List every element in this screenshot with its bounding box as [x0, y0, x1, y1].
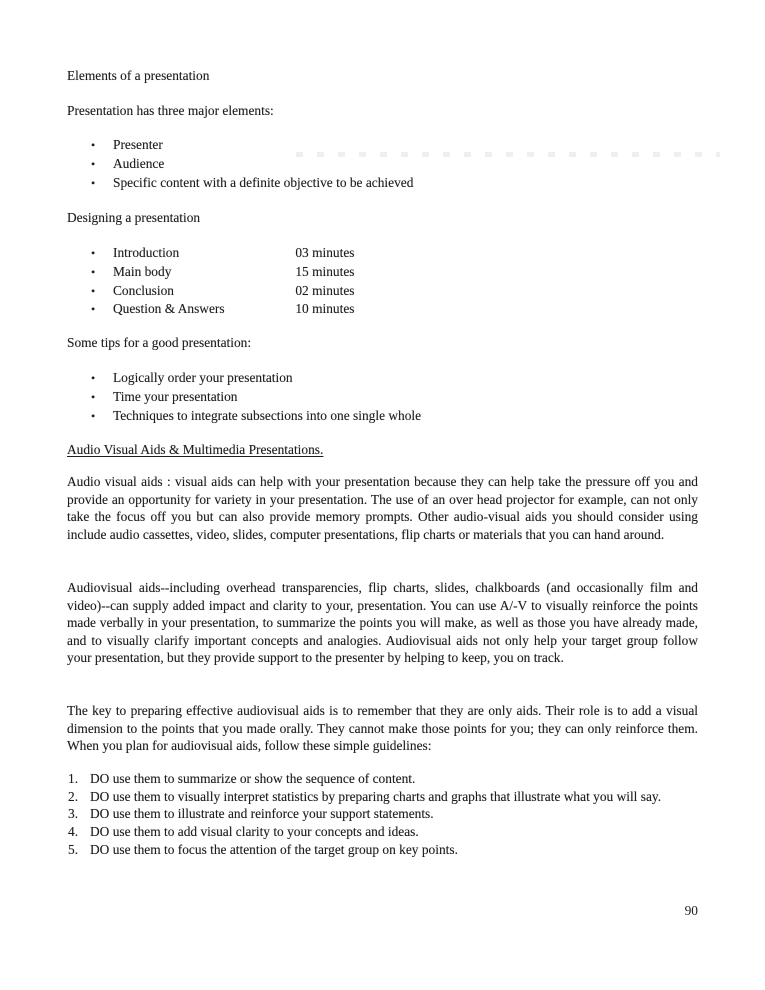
guideline-text: DO use them to add visual clarity to your concepts and ideas. [90, 824, 419, 840]
timing-label: Question & Answers [113, 301, 225, 317]
guideline-text: DO use them to summarize or show the sequence of content. [90, 771, 416, 786]
heading-tips: Some tips for a good presentation: [67, 335, 252, 350]
bullet-icon: • [91, 264, 96, 279]
list-item [67, 388, 698, 407]
guideline-text: DO use them to focus the attention of the target group on key points. [90, 841, 458, 857]
guideline-item [67, 770, 698, 788]
guidelines-numbered-list [67, 770, 698, 859]
guideline-item [67, 823, 698, 841]
list-item [67, 369, 698, 388]
timing-label: Conclusion [113, 282, 175, 298]
timing-value: 10 minutes [295, 301, 355, 317]
section-heading-audio-visual-aids: Audio Visual Aids & Multimedia Presentations. [67, 442, 324, 457]
list-item-label: Presenter [113, 137, 163, 152]
timing-row [67, 300, 698, 319]
bullet-icon: • [91, 283, 96, 298]
page-number: 90 [684, 903, 698, 918]
guideline-text: DO use them to illustrate and reinforce your support statements. [90, 806, 434, 822]
timing-value: 02 minutes [295, 282, 355, 298]
guideline-number: 2. [68, 788, 79, 804]
intro-three-elements: Presentation has three major elements: [67, 103, 274, 118]
timing-value: 03 minutes [295, 245, 355, 260]
list-item-label: Logically order your presentation [113, 370, 293, 385]
timing-row [67, 263, 698, 282]
guideline-item [67, 841, 698, 859]
timing-bullet-list [67, 244, 698, 319]
paragraph-audiovisual-impact: Audiovisual aids--including overhead transparencies, flip charts, slides, chalkboards (and occasionally film and video)--can supply added impact and clarity to your, presentation. You can use A/-V to visually reinforce the points made verbally in your presentation, to summarize the points you will make, as well as those you have already made, and to visually clarify important concepts and analogies. Audiovisual aids not only help your target group follow your presentation, but they provide support to the presenter by helping to keep, you on track. [67, 580, 698, 666]
bullet-icon: • [91, 389, 96, 404]
guideline-number: 1. [68, 771, 79, 786]
list-item-label: Audience [113, 155, 165, 171]
list-item [67, 174, 698, 193]
paragraph-audio-visual-aids: Audio visual aids : visual aids can help with your presentation because they can help take the pressure off you and provide an opportunity for variety in your presentation. The use of an over head projector for example, can not only take the focus off you but can also provide memory prompts. Other audio-visual aids you should consider using include audio cassettes, video, slides, computer presentations, flip charts or materials that you can hand around. [67, 474, 698, 542]
paragraph-key-to-preparing: The key to preparing effective audiovisual aids is to remember that they are only aids. Their role is to add a visual dimension to the points that you made orally. They cannot make those points for you; they can only reinforce them. When you plan for audiovisual aids, follow these simple guidelines: [67, 703, 698, 754]
timing-label: Main body [113, 263, 172, 279]
list-item [67, 136, 698, 155]
list-item [67, 407, 698, 426]
list-item-label: Time your presentation [113, 388, 238, 404]
bullet-icon: • [91, 302, 96, 317]
tips-bullet-list [67, 369, 698, 425]
heading-designing-presentation: Designing a presentation [67, 210, 201, 225]
timing-label: Introduction [113, 245, 180, 260]
list-item-label: Specific content with a definite objective to be achieved [113, 174, 414, 190]
bullet-icon: • [91, 246, 96, 260]
heading-elements-of-presentation: Elements of a presentation [67, 68, 210, 83]
guideline-number: 4. [68, 824, 79, 840]
elements-bullet-list [67, 136, 698, 192]
timing-row [67, 282, 698, 301]
list-item [67, 155, 698, 174]
guideline-item [67, 788, 698, 806]
timing-value: 15 minutes [295, 263, 355, 279]
guideline-item [67, 805, 698, 823]
bullet-icon: • [91, 138, 96, 152]
bullet-icon: • [91, 371, 96, 385]
guideline-text: DO use them to visually interpret statistics by preparing charts and graphs that illustrate what you will say. [90, 788, 662, 804]
guideline-number: 3. [68, 806, 79, 822]
bullet-icon: • [91, 175, 96, 190]
timing-row [67, 244, 698, 263]
list-item-label: Techniques to integrate subsections into one single whole [113, 407, 422, 423]
bullet-icon: • [91, 408, 96, 423]
bullet-icon: • [91, 156, 96, 171]
guideline-number: 5. [68, 841, 79, 857]
